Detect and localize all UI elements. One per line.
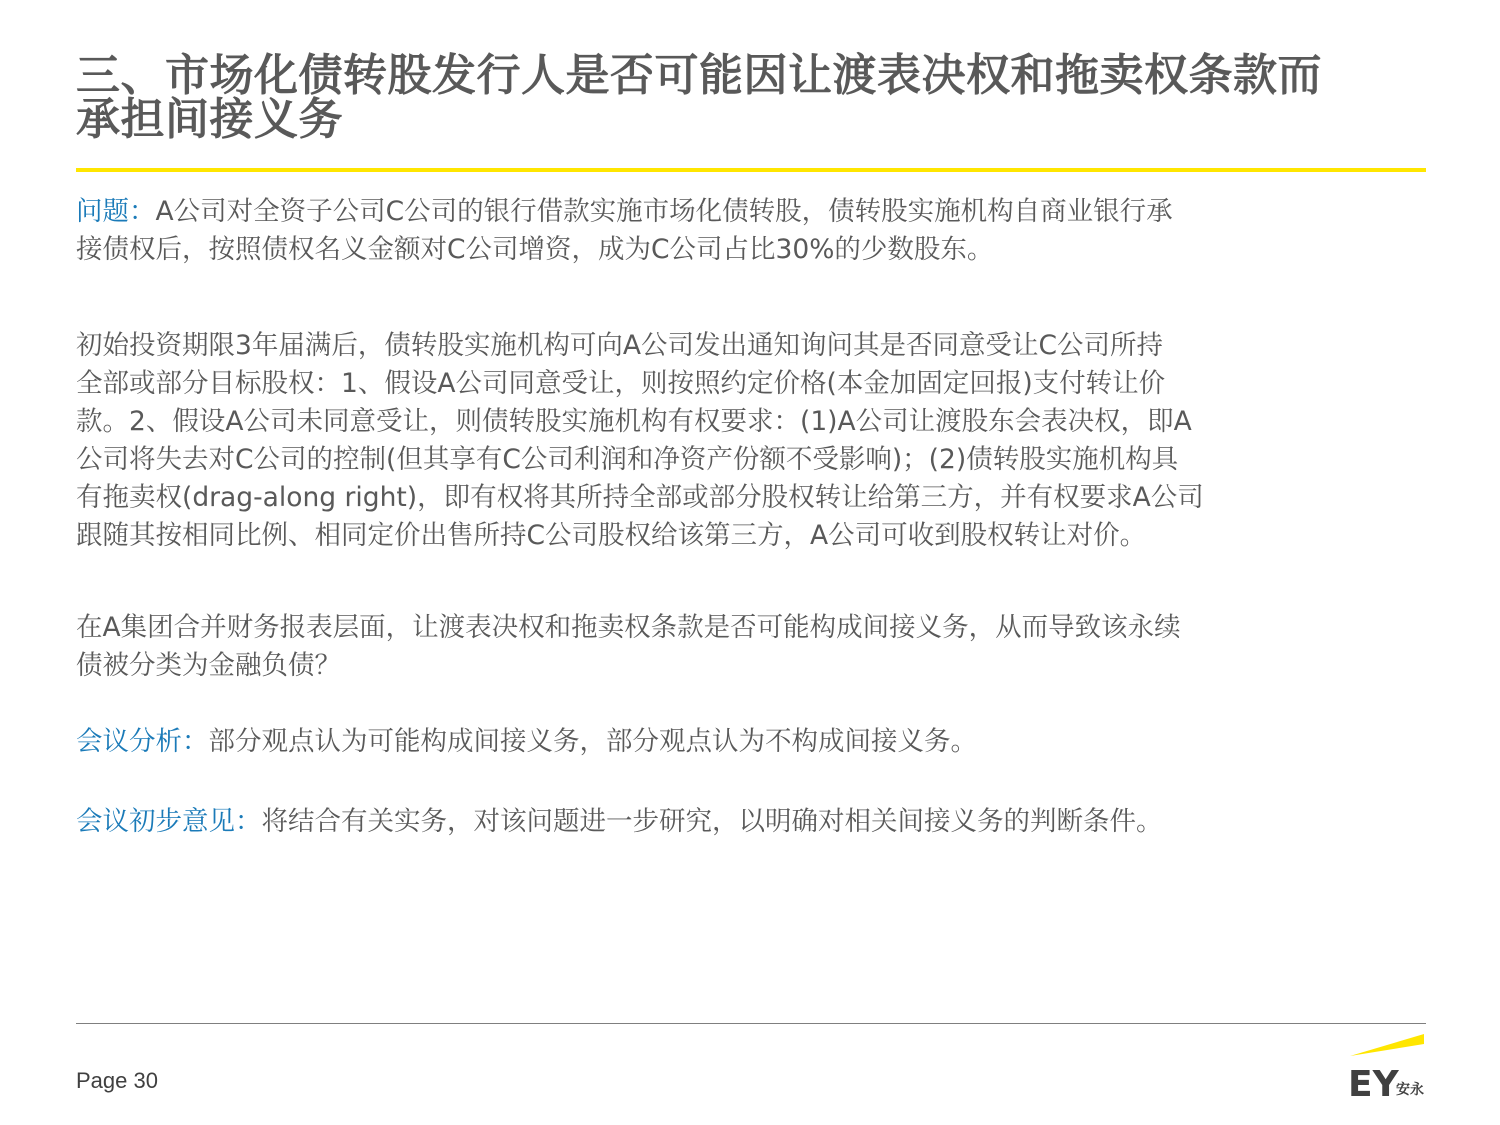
- ey-logo-beam: [1350, 1034, 1424, 1056]
- scenario-line-5: 有拖卖权(drag-along right)，即有权将其所持全部或部分股权转让给第三方，并有权要求A公司: [76, 482, 1204, 513]
- ey-logo: [1346, 1030, 1428, 1100]
- query-line-1: 在A集团合并财务报表层面，让渡表决权和拖卖权条款是否可能构成间接义务，从而导致该永续: [76, 612, 1181, 643]
- scenario-line-1: 初始投资期限3年届满后，债转股实施机构可向A公司发出通知询问其是否同意受让C公司所持: [76, 330, 1163, 361]
- spacer: [76, 761, 1426, 797]
- opinion-label: 会议初步意见：: [76, 806, 262, 837]
- opinion-line: [76, 803, 1426, 841]
- page-title: [76, 50, 1426, 145]
- footer-divider: [76, 1023, 1426, 1024]
- opinion-text: 将结合有关实务，对该问题进一步研究，以明确对相关间接义务的判断条件。: [261, 806, 1163, 837]
- question-paragraph: [76, 193, 1426, 269]
- scenario-line-2: 全部或部分目标股权：1、假设A公司同意受让，则按照约定价格(本金加固定回报)支付转让价: [76, 368, 1166, 399]
- analysis-label: 会议分析：: [76, 726, 209, 757]
- analysis-paragraph: [76, 723, 1426, 761]
- question-line-2: 接债权后，按照债权名义金额对C公司增资，成为C公司占比30%的少数股东。: [76, 234, 994, 265]
- spacer: [76, 555, 1426, 599]
- scenario-line-4: 公司将失去对C公司的控制(但其享有C公司利润和净资产份额不受影响)；(2)债转股实施机构具: [76, 444, 1179, 475]
- question-label: 问题：: [76, 196, 156, 227]
- opinion-paragraph: [76, 803, 1426, 841]
- title-line-2: 承担间接义务: [76, 94, 343, 145]
- page-number: Page 30: [76, 1068, 158, 1093]
- scenario-line-3: 款。2、假设A公司未同意受让，则债转股实施机构有权要求：(1)A公司让渡股东会表决权，即A: [76, 406, 1192, 437]
- scenario-paragraph: [76, 327, 1426, 555]
- question-line-1: [76, 193, 1426, 231]
- ey-logo-text: EY: [1348, 1064, 1399, 1100]
- title-line-1: 三、市场化债转股发行人是否可能因让渡表决权和拖卖权条款而: [76, 50, 1322, 101]
- analysis-line: [76, 723, 1426, 761]
- spacer: [76, 269, 1426, 313]
- query-paragraph: [76, 609, 1426, 685]
- spacer: [76, 685, 1426, 721]
- title-underline: [76, 168, 1426, 172]
- question-text-1: A公司对全资子公司C公司的银行借款实施市场化债转股，债转股实施机构自商业银行承: [155, 196, 1173, 227]
- slide-body: [76, 193, 1426, 841]
- scenario-line-6: 跟随其按相同比例、相同定价出售所持C公司股权给该第三方，A公司可收到股权转让对价。: [76, 520, 1147, 551]
- query-line-2: 债被分类为金融负债？: [76, 650, 341, 681]
- ey-logo-cn: 安永: [1396, 1082, 1424, 1098]
- analysis-text: 部分观点认为可能构成间接义务，部分观点认为不构成间接义务。: [208, 726, 977, 757]
